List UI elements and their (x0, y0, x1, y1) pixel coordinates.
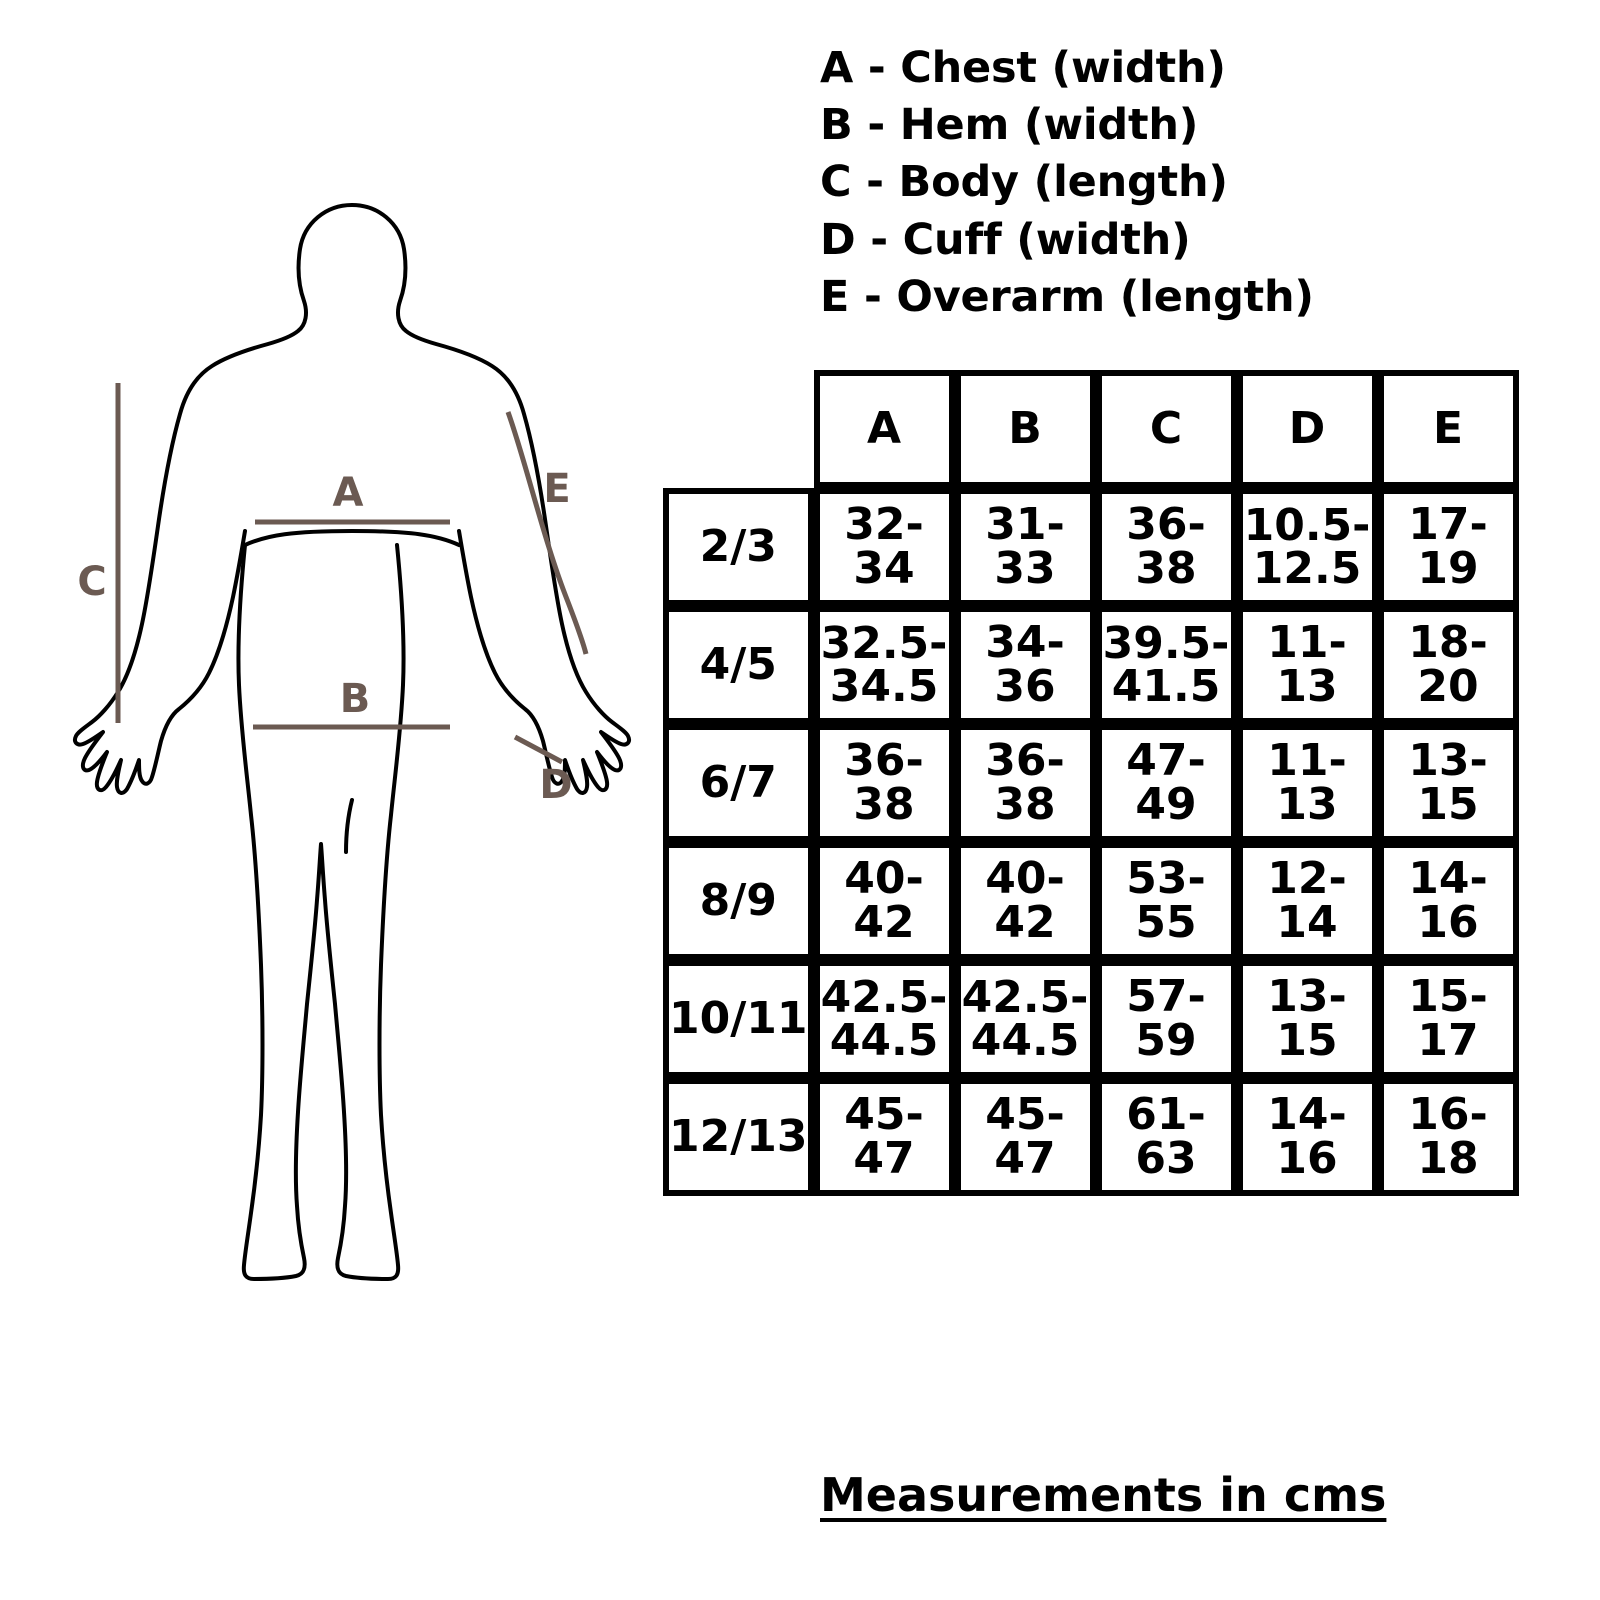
cell-d: 11-13 (1237, 724, 1378, 842)
table-col-header-b: B (955, 370, 1096, 488)
table-row (663, 724, 1519, 842)
figure-label-a: A (332, 470, 364, 516)
table-col-header-a: A (814, 370, 955, 488)
cell-e: 14-16 (1378, 842, 1519, 960)
legend-item-d: D - Cuff (width) (820, 214, 1191, 265)
legend-item-a: A - Chest (width) (820, 43, 1226, 93)
figure-label-b: B (339, 676, 371, 722)
figure-label-d: D (539, 762, 573, 808)
row-size-label: 8/9 (663, 842, 814, 960)
row-size-label: 12/13 (663, 1078, 814, 1196)
cell-e: 13-15 (1378, 724, 1519, 842)
measure-line-d (515, 737, 562, 762)
cell-e: 17-19 (1378, 488, 1519, 606)
table-row (663, 606, 1519, 724)
legend-item-b: B - Hem (width) (820, 100, 1199, 151)
legend (820, 40, 1520, 326)
cell-d: 13-15 (1237, 960, 1378, 1078)
measurement-units-note: Measurements in cms (820, 1468, 1387, 1522)
body-diagram (0, 0, 660, 1450)
row-size-label: 10/11 (663, 960, 814, 1078)
figure-panel (0, 0, 660, 1450)
table-col-header-c: C (1096, 370, 1237, 488)
size-chart-table (663, 370, 1519, 1196)
cell-a: 32.5- 34.5 (814, 606, 955, 724)
row-size-label: 2/3 (663, 488, 814, 606)
cell-c: 57-59 (1096, 960, 1237, 1078)
cell-d: 10.5- 12.5 (1237, 488, 1378, 606)
cell-b: 36-38 (955, 724, 1096, 842)
cell-d: 11-13 (1237, 606, 1378, 724)
body-outline-icon (75, 205, 629, 1279)
table-row (663, 1078, 1519, 1196)
cell-e: 16-18 (1378, 1078, 1519, 1196)
row-size-label: 6/7 (663, 724, 814, 842)
cell-b: 40-42 (955, 842, 1096, 960)
legend-item-c: C - Body (length) (820, 157, 1228, 208)
table-header-row (663, 370, 1519, 488)
cell-c: 61-63 (1096, 1078, 1237, 1196)
cell-c: 36-38 (1096, 488, 1237, 606)
cell-c: 47-49 (1096, 724, 1237, 842)
table-col-header-d: D (1237, 370, 1378, 488)
cell-b: 34-36 (955, 606, 1096, 724)
figure-label-c: C (77, 559, 107, 605)
table-row (663, 960, 1519, 1078)
legend-item-e: E - Overarm (length) (820, 271, 1314, 322)
cell-a: 42.5- 44.5 (814, 960, 955, 1078)
table-body (663, 488, 1519, 1196)
row-size-label: 4/5 (663, 606, 814, 724)
cell-b: 31-33 (955, 488, 1096, 606)
measure-line-e (508, 412, 586, 654)
figure-label-e: E (543, 466, 571, 512)
cell-a: 40-42 (814, 842, 955, 960)
cell-c: 53-55 (1096, 842, 1237, 960)
cell-a: 45-47 (814, 1078, 955, 1196)
table-col-header-e: E (1378, 370, 1519, 488)
cell-e: 18-20 (1378, 606, 1519, 724)
cell-b: 42.5- 44.5 (955, 960, 1096, 1078)
cell-e: 15-17 (1378, 960, 1519, 1078)
cell-a: 36-38 (814, 724, 955, 842)
cell-b: 45-47 (955, 1078, 1096, 1196)
table-row (663, 488, 1519, 606)
cell-d: 14-16 (1237, 1078, 1378, 1196)
table-row (663, 842, 1519, 960)
cell-d: 12-14 (1237, 842, 1378, 960)
cell-a: 32-34 (814, 488, 955, 606)
table-corner-cell (663, 370, 814, 488)
cell-c: 39.5- 41.5 (1096, 606, 1237, 724)
